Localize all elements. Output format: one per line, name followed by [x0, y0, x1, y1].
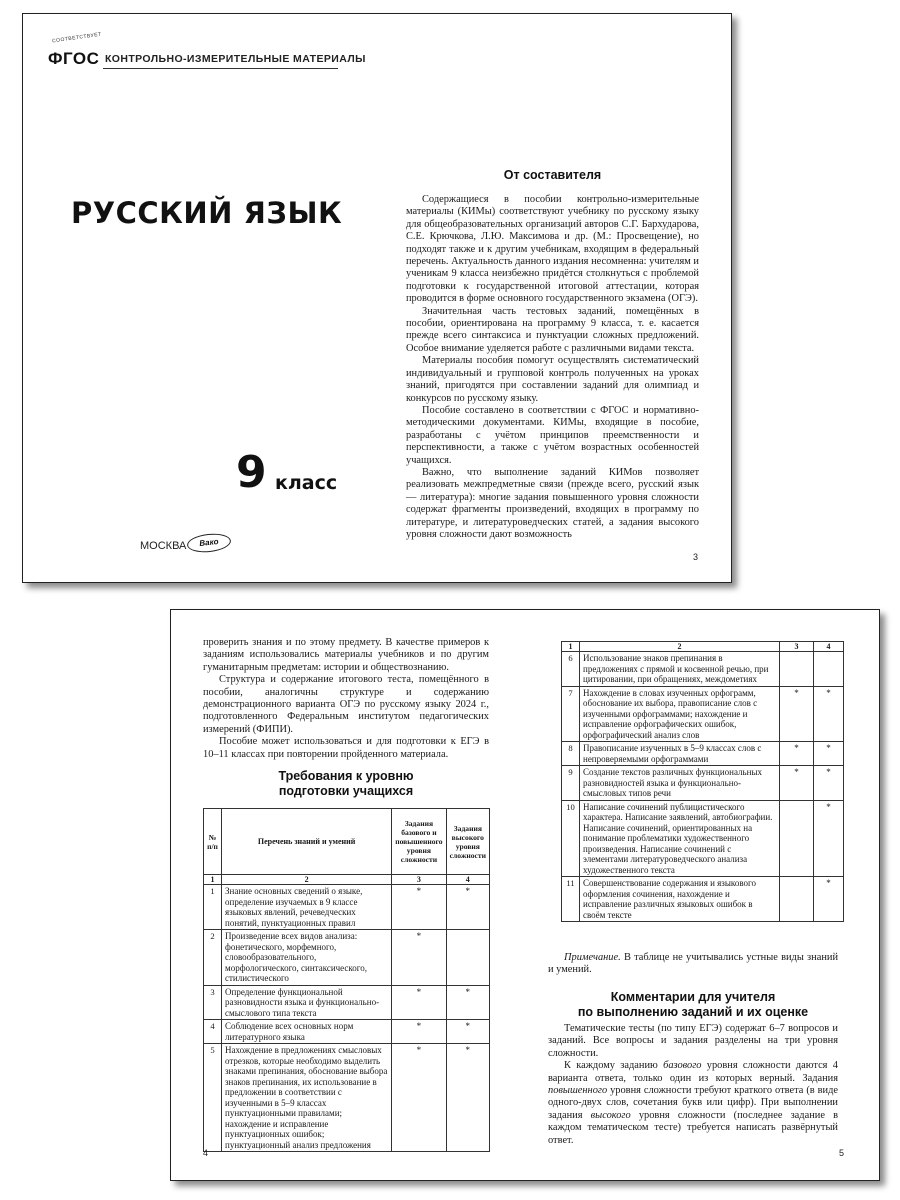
requirements-title — [203, 769, 489, 799]
page-number: 3 — [693, 552, 699, 562]
paragraph: Материалы пособия помогут осуществлять систематический индивидуальный и групповой контроль полученных на уроках знаний, пригодятся при составлении заданий для олимпиад и конкурсов по русскому языку. — [406, 355, 699, 404]
table-row — [204, 1044, 490, 1152]
row-basic-mark: * — [392, 985, 446, 1020]
table-row — [562, 686, 844, 742]
row-text: Правописание изученных в 5–9 классах слов с непроверяемыми орфограммами — [580, 742, 780, 766]
col-header-high: Задания высокого уровня сложности — [446, 809, 489, 875]
row-basic-mark: * — [780, 742, 814, 766]
paragraph: проверить знания и по этому предмету. В качестве примеров к заданиям использовались материалы учебников и по другим гуманитарным предметам: истории и обществознанию. — [203, 637, 489, 673]
table-row — [562, 800, 844, 877]
row-basic-mark: * — [392, 930, 446, 986]
col-header-num: № п/п — [204, 809, 222, 875]
col-number: 4 — [814, 642, 844, 652]
emphasis: базового — [663, 1060, 702, 1072]
table-row — [204, 930, 490, 986]
row-high-mark — [814, 652, 844, 687]
row-high-mark: * — [814, 742, 844, 766]
text-run: уровня сложности требуют краткого ответа (в виде одного-двух слов, сочетания букв или цифр). При выполнении задания — [548, 1085, 838, 1121]
requirements-title-line: Требования к уровню — [278, 769, 414, 783]
col-number: 3 — [392, 875, 446, 885]
note-text: В таблице не учитывались устные виды знаний и умений. — [548, 952, 838, 976]
row-text: Определение функциональной разновидности языка и функционально-смыслового типа текста — [222, 985, 392, 1020]
row-high-mark: * — [446, 1044, 489, 1152]
row-text: Произведение всех видов анализа: фонетического, морфемного, словообразовательного, морфологического, синтаксического, стилистического — [222, 930, 392, 986]
col-number: 1 — [562, 642, 580, 652]
table-row — [204, 1020, 490, 1044]
emphasis: повышенного — [548, 1085, 608, 1097]
row-number: 5 — [204, 1044, 222, 1152]
table-row — [562, 652, 844, 687]
comments-title — [548, 990, 838, 1020]
publisher-logo: Вако — [186, 532, 232, 555]
fgos-logo — [48, 31, 102, 75]
row-basic-mark — [780, 877, 814, 922]
intro-text — [406, 194, 699, 541]
row-number: 7 — [562, 686, 580, 742]
header-rule — [103, 68, 338, 69]
note-label: Примечание. — [564, 952, 621, 963]
row-number: 1 — [204, 885, 222, 930]
table-row — [204, 985, 490, 1020]
col-number: 2 — [222, 875, 392, 885]
paragraph — [548, 1060, 838, 1147]
row-number: 8 — [562, 742, 580, 766]
row-text: Создание текстов различных функциональных разновидностей языка и функционально-смысловых типов речи — [580, 766, 780, 801]
text-run: уровня сложности даются 4 варианта ответа, только один из которых верный. Задания — [548, 1060, 838, 1084]
row-basic-mark: * — [780, 766, 814, 801]
row-number: 4 — [204, 1020, 222, 1044]
row-high-mark: * — [814, 766, 844, 801]
row-number: 10 — [562, 800, 580, 877]
row-high-mark: * — [446, 885, 489, 930]
text-run: уровня сложности (последнее задание в каждом тематическом тесте) требуется написать развёрнутый ответ. — [548, 1109, 838, 1146]
page-number-left: 4 — [203, 1148, 209, 1158]
paragraph: Важно, что выполнение заданий КИМов позволяет реализовать межпредметные связи (прежде всего, русский язык — литература): многие задания повышенного уровня сложности содержат фрагменты произведений, входящих в программу по литературе, и литературоведческих статей, а задания высокого уровня сложности дают возможность — [406, 466, 699, 540]
row-basic-mark — [780, 800, 814, 877]
row-text: Знание основных сведений о языке, определение изучаемых в 9 классе языковых явлений, речеведческих понятий, пунктуационных правил — [222, 885, 392, 930]
page-number-right: 5 — [839, 1148, 845, 1158]
page-3 — [22, 13, 732, 583]
row-number: 9 — [562, 766, 580, 801]
row-number: 11 — [562, 877, 580, 922]
pages-4-5 — [170, 609, 880, 1181]
row-text: Нахождение в словах изученных орфограмм, обоснование их выбора, правописание слов с изученными орфограммами; нахождение и исправление орфографических ошибок, орфографический анализ слов — [580, 686, 780, 742]
col-number: 4 — [446, 875, 489, 885]
text-run: К каждому заданию — [564, 1060, 664, 1072]
comments-text — [548, 1023, 838, 1147]
row-basic-mark: * — [392, 885, 446, 930]
requirements-table-left — [203, 808, 490, 1152]
fgos-logo-text: ФГОС — [48, 49, 100, 68]
row-basic-mark: * — [392, 1044, 446, 1152]
row-text: Соблюдение всех основных норм литературного языка — [222, 1020, 392, 1044]
row-basic-mark: * — [780, 686, 814, 742]
table-row — [562, 877, 844, 922]
continued-text — [203, 637, 489, 761]
paragraph: Тематические тесты (по типу ЕГЭ) содержат 6–7 вопросов и заданий. Все вопросы и задания разделены на три уровня сложности. — [548, 1023, 838, 1059]
table-row — [562, 766, 844, 801]
col-number: 2 — [580, 642, 780, 652]
col-header-basic: Задания базового и повышенного уровня сложности — [392, 809, 446, 875]
row-high-mark: * — [814, 800, 844, 877]
row-number: 3 — [204, 985, 222, 1020]
note-paragraph — [548, 952, 838, 977]
row-high-mark: * — [814, 877, 844, 922]
table-row — [204, 885, 490, 930]
book-title: РУССКИЙ ЯЗЫК — [71, 196, 343, 230]
row-basic-mark: * — [392, 1020, 446, 1044]
paragraph: Структура и содержание итогового теста, помещённого в пособии, аналогичны структуре и содержанию демонстрационного варианта ОГЭ по русскому языку 2024 г., подготовленного Федеральным институтом педагогических измерений (ФИПИ). — [203, 674, 489, 735]
col-number: 3 — [780, 642, 814, 652]
row-basic-mark — [780, 652, 814, 687]
requirements-table-right — [561, 641, 844, 922]
series-title: КОНТРОЛЬНО-ИЗМЕРИТЕЛЬНЫЕ МАТЕРИАЛЫ — [105, 53, 366, 65]
row-high-mark: * — [814, 686, 844, 742]
row-text: Написание сочинений публицистического характера. Написание заявлений, автобиографии. Написание сочинений, ориентированных на понимание проблематики художественного произведения. Написание сочинений с элементами литературоведческого анализа художественного текста — [580, 800, 780, 877]
table-row — [562, 742, 844, 766]
table-note — [548, 952, 838, 977]
row-number: 2 — [204, 930, 222, 986]
col-number: 1 — [204, 875, 222, 885]
row-text: Совершенствование содержания и языкового оформления сочинения, нахождение и исправление различных языковых ошибок в своём тексте — [580, 877, 780, 922]
publisher-city: МОСКВА — [140, 540, 187, 552]
row-number: 6 — [562, 652, 580, 687]
requirements-title-line: подготовки учащихся — [278, 784, 414, 798]
column-number-row — [562, 642, 844, 652]
section-title: От составителя — [503, 168, 602, 182]
row-high-mark: * — [446, 1020, 489, 1044]
paragraph: Пособие может использоваться и для подготовки к ЕГЭ в 10–11 классах при повторении пройденного материала. — [203, 736, 489, 760]
fgos-arc-text: СООТВЕТСТВУЕТ — [51, 31, 102, 45]
emphasis: высокого — [590, 1109, 631, 1121]
row-text: Использование знаков препинания в предложениях с прямой и косвенной речью, при цитировании, при обращениях, междометиях — [580, 652, 780, 687]
column-number-row — [204, 875, 490, 885]
comments-title-line: по выполнению заданий и их оценке — [577, 1005, 809, 1019]
col-header-list: Перечень знаний и умений — [222, 809, 392, 875]
grade-number: 9 — [236, 447, 267, 498]
paragraph: Пособие составлено в соответствии с ФГОС и нормативно-методическими документами. КИМы, входящие в пособие, разработаны с учётом принципов преемственности и перспективности, а также с учётом возрастных особенностей учащихся. — [406, 404, 699, 466]
paragraph: Содержащиеся в пособии контрольно-измерительные материалы (КИМы) соответствуют учебнику по русскому языку для общеобразовательных организаций авторов С.Г. Бархударова, С.Е. Крючкова, Л.Ю. Максимова и др. (М.: Просвещение), но подходят также и к другим учебникам, входящим в федеральный перечень. Актуальность данного издания несомненна: учителям и ученикам 9 класса неизбежно придётся столкнуться с проблемой подготовки к государственной итоговой аттестации, которая проводится в форме основного государственного экзамена (ОГЭ). — [406, 194, 699, 305]
row-high-mark — [446, 930, 489, 986]
row-high-mark: * — [446, 985, 489, 1020]
row-text: Нахождение в предложениях смысловых отрезков, которые необходимо выделить знаками препинания, обоснование выбора знаков препинания, их использование в предложении в соответствии с изученными в 5–9 классах пунктуационными правилами; нахождение и исправление пунктуационных ошибок; пунктуационный анализ предложения — [222, 1044, 392, 1152]
comments-title-line: Комментарии для учителя — [610, 990, 776, 1004]
paragraph: Значительная часть тестовых заданий, помещённых в пособии, ориентирована на программу 9 класса, т. е. касается прежде всего синтаксиса и пунктуации сложных предложений. Особое внимание уделяется работе с различными видами текста. — [406, 305, 699, 354]
grade-word: класс — [275, 472, 338, 494]
